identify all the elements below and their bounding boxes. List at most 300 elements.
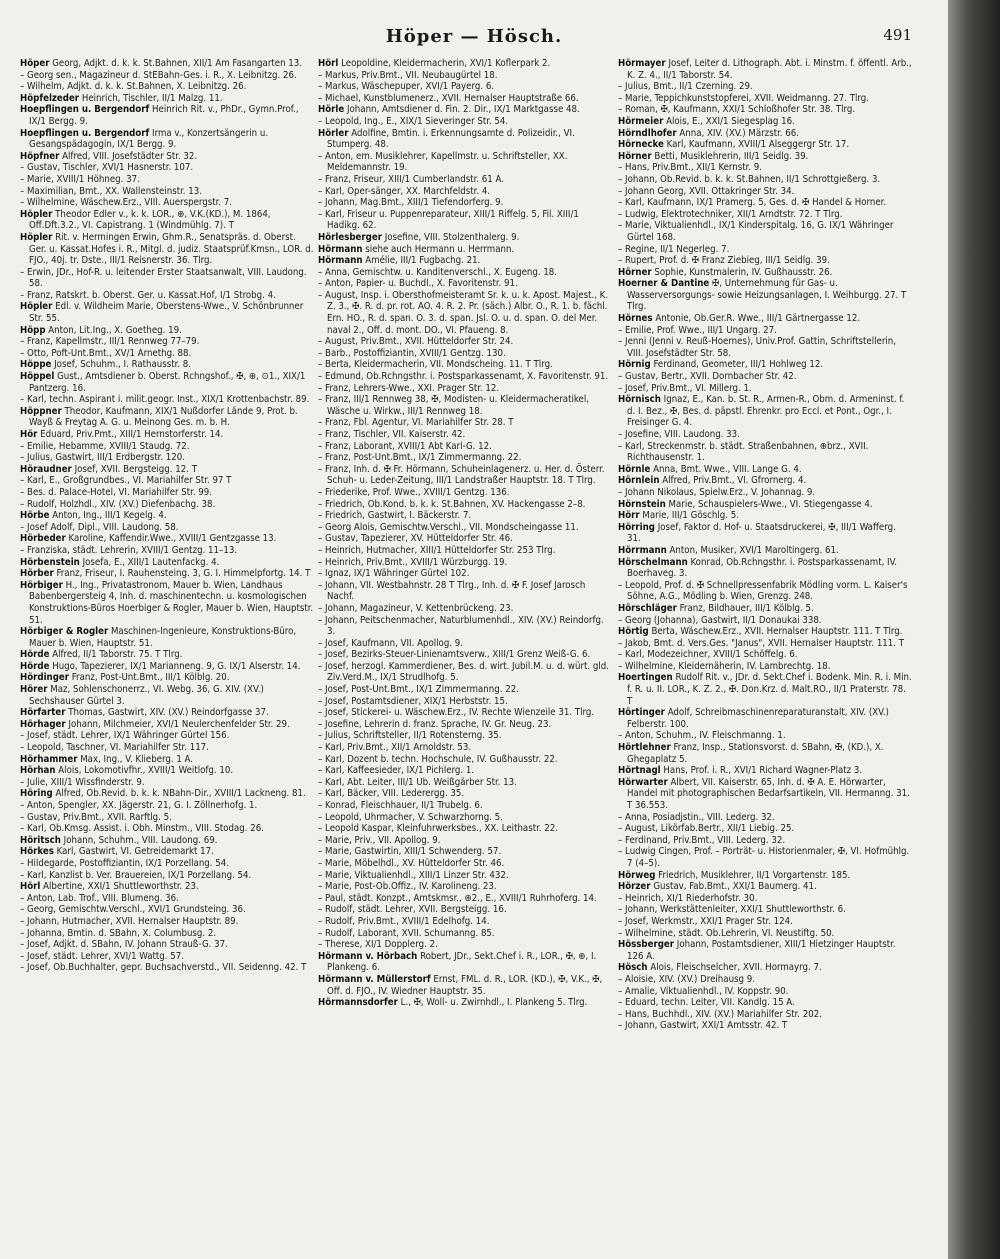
directory-entry [20, 707, 314, 719]
directory-entry [20, 128, 314, 151]
entry-surname: Höpler [20, 208, 53, 220]
directory-entry [318, 835, 612, 847]
entry-details: – Barb., Postoffiziantin, XVIII/1 Gentzg. 130. [318, 347, 506, 359]
directory-entry [20, 626, 314, 649]
entry-details: – Amalie, Viktualienhdl., IV. Koppstr. 90. [618, 985, 789, 997]
entry-surname: Hörde [20, 660, 50, 672]
directory-entry [20, 928, 314, 940]
entry-details: – Friedrich, Ob.Kond. b. k. k. St.Bahnen, XV. Hackengasse 2–8. [318, 498, 586, 510]
entry-details: – Marie, Viktualienhdl., XIII/1 Linzer Str. 432. [318, 869, 509, 881]
directory-entry [20, 441, 314, 453]
directory-entry [318, 371, 612, 383]
directory-entry [318, 788, 612, 800]
directory-entry [318, 499, 612, 511]
entry-details: ✠, Unternehmung für Gas- u. Wasserversorgungs- sowie Heizungsanlagen, I. Weihburgg. 27. T Tlrg. [627, 278, 907, 313]
directory-entry [618, 730, 912, 742]
entry-details: Alfred, II/1 Taborstr. 75. T Tlrg. [52, 649, 183, 661]
directory-entry [20, 812, 314, 824]
entry-details: – Franz, Tischler, VII. Kaiserstr. 42. [318, 429, 466, 440]
directory-entry [318, 939, 612, 951]
entry-details: – Leopold, Uhrmacher, V. Schwarzhorng. 5. [318, 811, 503, 823]
directory-entry [618, 626, 912, 638]
directory-entry [20, 359, 314, 371]
directory-entry [318, 510, 612, 522]
directory-entry [318, 661, 612, 684]
directory-entry [318, 186, 612, 198]
directory-entry [20, 475, 314, 487]
entry-surname: Hoerner & Dantine [618, 278, 710, 290]
entry-details: – Gustav, Tischler, XVI/1 Hasnerstr. 107. [20, 162, 194, 174]
entry-details: – Johann, Magazineur, V. Kettenbrückeng. 23. [318, 602, 514, 614]
entry-details: – Heinrich, Hutmacher, XIII/1 Hütteldorfer Str. 253 Tlrg. [318, 544, 556, 556]
entry-details: – Karl, Friseur u. Puppenreparateur, XIII/1 Riffelg. 5, Fil. XIII/1 Hadikg. 62. [318, 208, 579, 232]
entry-details: Edl. v. Wildheim Marie, Oberstens-Wwe., V. Schönbrunner Str. 55. [29, 301, 304, 325]
entry-details: – Franz, Laborant, XVIII/1 Abt Karl-G. 12. [318, 440, 492, 452]
directory-entry [618, 522, 912, 545]
entry-surname: Hörtinger [618, 707, 665, 719]
directory-entry [20, 893, 314, 905]
entry-surname: Hörner [618, 150, 652, 162]
directory-entry [318, 336, 612, 348]
directory-entry [318, 533, 612, 545]
directory-entry [618, 881, 912, 893]
entry-details: Heinrich Rit. v., PhDr., Gymn.Prof., IX/1 Bergg. 9. [29, 104, 299, 127]
entry-details: – Georg (Johanna), Gastwirt, II/1 Donaukai 338. [618, 614, 822, 626]
entry-details: – Anton, Lab. Trof., VIII. Blumeng. 36. [20, 892, 179, 904]
entry-details: – Marie, XVIII/1 Höhneg. 37. [20, 173, 140, 185]
directory-entry [618, 383, 912, 395]
directory-entry [318, 128, 612, 151]
entry-details: Thomas, Gastwirt, XIV. (XV.) Reindorfgasse 37. [68, 707, 269, 719]
entry-details: – Gustav, Tapezierer, XV. Hütteldorfer Str. 46. [318, 533, 513, 545]
directory-entry [318, 441, 612, 453]
directory-entry [618, 93, 912, 105]
directory-entry [318, 93, 612, 105]
entry-surname: Hörndlhofer [618, 127, 677, 139]
entry-surname: Hösch [618, 962, 648, 974]
directory-entry [318, 719, 612, 731]
entry-details: – Josef, Werkmstr., XXI/1 Prager Str. 124. [618, 915, 793, 927]
directory-entry [20, 939, 314, 951]
entry-details: Irma v., Konzertsängerin u. Gesangspädagogin, IX/1 Bergg. 9. [29, 127, 269, 151]
directory-entry [318, 232, 612, 244]
directory-entry [318, 417, 612, 429]
directory-entry [20, 684, 314, 707]
entry-surname: Hörer [20, 684, 48, 696]
entry-details: – Michael, Kunstblumenerz., XVII. Hernalser Hauptstraße 66. [318, 92, 579, 104]
entry-surname: Hoertingen [618, 672, 673, 684]
entry-details: – Johann, Peitschenmacher, Naturblumenhdl., XIV. (XV.) Reindorfg. 3. [318, 614, 604, 638]
entry-details: – Karl, Kaffeesieder, IX/1 Pichlerg. 1. [318, 765, 475, 777]
directory-entry [20, 858, 314, 870]
directory-entry [618, 394, 912, 429]
entry-details: – Franz, Ratskrt. b. Oberst. Ger. u. Kassat.Hof, I/1 Strobg. 4. [20, 289, 276, 301]
entry-details: – Marie, Gastwirtin, XIII/1 Schwenderg. 57. [318, 846, 502, 858]
entry-details: – Josef, Kaufmann, VII. Apollog. 9. [318, 637, 464, 649]
directory-entry [618, 359, 912, 371]
directory-entry [618, 244, 912, 256]
entry-details: – Heinrich, Priv.Bmt., XVIII/1 Würzburgg. 19. [318, 556, 508, 568]
entry-details: – Rudolf, Holzhdl., XIV. (XV.) Diefenbachg. 38. [20, 498, 216, 510]
entry-details: Johann, Milchmeier, XVI/1 Neulerchenfelder Str. 29. [68, 718, 290, 730]
directory-entry [618, 278, 912, 313]
entry-details: – Regine, II/1 Negerleg. 7. [618, 243, 730, 255]
entry-details: – Rudolf, Priv.Bmt., XVIII/1 Edelhofg. 14. [318, 915, 490, 927]
entry-surname: Hörmann v. Hörbach [318, 950, 418, 962]
directory-entry [618, 104, 912, 116]
entry-details: Betti, Musiklehrerin, III/1 Seidlg. 39. [654, 150, 809, 162]
entry-details: – Franz, Lehrers-Wwe., XXI. Prager Str. 12. [318, 382, 500, 394]
entry-surname: Hörmann v. Müllerstorf [318, 973, 431, 985]
entry-details: – Ignaz, IX/1 Währinger Gürtel 102. [318, 568, 470, 580]
entry-details: Leopoldine, Kleidermacherin, XVI/1 Koflerpark 2. [341, 58, 551, 69]
directory-entry [20, 533, 314, 545]
entry-details: – Josef, Stickerei- u. Wäschew.Erz., IV. Rechte Wienzeile 31. Tlrg. [318, 707, 595, 719]
directory-entry [618, 81, 912, 93]
directory-entry [20, 464, 314, 476]
entry-details: Theodor, Kaufmann, XIX/1 Nußdorfer Lände 9, Prot. b. Wayß & Freytag A. G. u. Meinong Ges. m. b. H. [29, 405, 298, 429]
entry-details: – Georg Alois, Gemischtw.Verschl., VII. Mondscheingasse 11. [318, 521, 579, 533]
directory-entry [318, 557, 612, 569]
directory-entry [20, 301, 314, 324]
entry-details: – Markus, Priv.Bmt., VII. Neubaugürtel 18. [318, 69, 498, 81]
entry-details: – Franziska, städt. Lehrerin, XVIII/1 Gentzg. 11–13. [20, 544, 238, 556]
entry-surname: Hörnes [618, 313, 653, 325]
entry-details: – Heinrich, XI/1 Riederhofstr. 30. [618, 892, 758, 904]
entry-surname: Hörnle [618, 463, 651, 475]
entry-details: Ernst, FML. d. R., LOR. (KD.), ✠, V.K., ✠, Off. d. FJO., IV. Wiedner Hauptstr. 35. [327, 973, 603, 997]
entry-details: Antonie, Ob.Ger.R. Wwe., III/1 Gärtnergasse 12. [655, 313, 861, 325]
entry-details: Franz, Friseur, I. Rauhensteing. 3, G. I. Himmelpfortg. 14. T [56, 568, 311, 580]
entry-details: – Josef, Adjkt. d. SBahn, IV. Johann Strauß-G. 37. [20, 939, 228, 951]
entry-details: – Ludwig, Elektrotechniker, XII/1 Arndtstr. 72. T Tlrg. [618, 208, 843, 220]
entry-details: Hans, Prof. i. R., XVI/1 Richard Wagner-Platz 3. [663, 765, 863, 777]
entry-details: Georg, Adjkt. d. k. k. St.Bahnen, XII/1 Am Fasangarten 13. [52, 58, 303, 69]
directory-entry [20, 371, 314, 394]
directory-entry [20, 870, 314, 882]
entry-details: Albert, VII. Kaiserstr. 65, Inh. d. ✠ A. E. Hörwarter, Handel mit photographischen Bedarfsartikeln, VII. Hermanng. 31. T 36.553. [627, 776, 910, 811]
entry-details: – Marie, Möbelhdl., XV. Hütteldorfer Str. 46. [318, 857, 505, 869]
entry-details: Alfred, Ob.Revid. b. k. k. NBahn-Dir., XVIII/1 Lackneng. 81. [55, 788, 306, 800]
directory-entry [318, 394, 612, 417]
entry-details: – Rupert, Prof. d. ✠ Franz Ziebieg, III/1 Seidlg. 39. [618, 255, 830, 267]
directory-entry [318, 812, 612, 824]
entry-details: – Anton, Schuhm., IV. Fleischmanng. 1. [618, 730, 786, 742]
entry-details: – Georg sen., Magazineur d. StEBahn-Ges. i. R., X. Leibnitzg. 26. [20, 69, 297, 81]
entry-details: Rit. v. Hermingen Erwin, Ghm.R., Senatspräs. d. Oberst. Ger. u. Kassat.Hofes i. R., Mitgl. d. judiz. Staatsprüf.Kmsn., LOR. d. FJO., 40j. tr. Dste., III/1 Reisnerstr. 36. Tlrg. [29, 231, 314, 267]
entry-surname: Hörl [20, 881, 41, 893]
entry-surname: Hörnisch [618, 394, 661, 406]
directory-entry [618, 580, 912, 603]
directory-entry [20, 348, 314, 360]
directory-entry [20, 742, 314, 754]
entry-details: Sophie, Kunstmalerin, IV. Gußhausstr. 26. [654, 266, 833, 278]
entry-details: – Emilie, Hebamme, XVIII/1 Staudg. 72. [20, 440, 190, 452]
entry-details: – Erwin, JDr., Hof-R. u. leitender Erster Staatsanwalt, VIII. Laudong. 58. [20, 266, 307, 290]
entry-surname: Hörhan [20, 765, 56, 777]
directory-entry [20, 568, 314, 580]
directory-entry [20, 58, 314, 70]
entry-surname: Hörbenstein [20, 556, 80, 568]
directory-entry [318, 545, 612, 557]
directory-entry [618, 1020, 912, 1032]
directory-entry [318, 951, 612, 974]
entry-details: Maz, Sohlenschonerrz., VI. Webg. 36, G. XIV. (XV.) Sechshauser Gürtel 3. [29, 684, 264, 707]
entry-surname: Hörnstein [618, 498, 666, 510]
entry-details: – Roman, ✠, Kaufmann, XXI/1 Schloßhofer Str. 38. Tlrg. [618, 104, 856, 116]
directory-entry [618, 707, 912, 730]
entry-details: Johann, Amtsdiener d. Fin. 2. Dir., IX/1 Marktgasse 48. [346, 104, 580, 116]
entry-details: – Franz, Kapellmstr., III/1 Rennweg 77–79. [20, 336, 200, 348]
entry-details: – Karl, Modezeichner, XVIII/1 Schöffelg. 6. [618, 649, 798, 661]
entry-details: siehe auch Hermann u. Herrmann. [365, 243, 515, 255]
entry-details: Ignaz, E., Kan. b. St. R., Armen-R., Obm. d. Armeninst. f. d. I. Bez., ✠, Bes. d. päpstl. Ehrenkr. pro Eccl. et Pont., Ogr., I. Freisinger G. 4. [627, 394, 905, 429]
entry-surname: Höpp [20, 324, 46, 336]
directory-entry [20, 649, 314, 661]
directory-entry [318, 58, 612, 70]
entry-details: Berta, Wäschew.Erz., XVII. Hernalser Hauptstr. 111. T Tlrg. [651, 626, 903, 638]
entry-details: – Karl, Streckenmstr. b. städt. Straßenbahnen, ⊕brz., XVII. Richthausenstr. 1. [618, 440, 869, 464]
directory-entry [20, 580, 314, 626]
directory-entry [20, 487, 314, 499]
directory-entry [318, 765, 612, 777]
entry-details: – Josef, Postamtsdiener, XIX/1 Herbststr. 15. [318, 695, 508, 707]
entry-details: – Emilie, Prof. Wwe., III/1 Ungarg. 27. [618, 324, 777, 336]
entry-details: – Josefine, VIII. Laudong. 33. [618, 429, 740, 440]
entry-details: Robert, JDr., Sekt.Chef i. R., LOR., ✠, ⊕, I. Plankeng. 6. [327, 950, 597, 974]
entry-details: – Anton, em. Musiklehrer, Kapellmstr. u. Schriftsteller, XX. Meldemannstr. 19. [318, 150, 568, 174]
directory-entry [618, 672, 912, 707]
directory-entry [318, 278, 612, 290]
entry-details: – Jenni (Jenni v. Reuß-Hoernes), Univ.Prof. Gattin, Schriftstellerin, VIII. Josefstädter Str. 58. [618, 336, 897, 359]
directory-entry [20, 429, 314, 441]
entry-details: – Franz, Fbl. Agentur, VI. Mariahilfer Str. 28. T [318, 417, 514, 429]
directory-entry [618, 765, 912, 777]
directory-entry [20, 151, 314, 163]
entry-details: – Johanna, Bmtin. d. SBahn, X. Columbusg. 2. [20, 927, 217, 939]
entry-details: – Hildegarde, Postoffiziantin, IX/1 Porzellang. 54. [20, 857, 229, 869]
directory-entry [618, 58, 912, 81]
column-3 [618, 58, 912, 1032]
entry-surname: Hörde [20, 649, 50, 661]
directory-entry [318, 383, 612, 395]
entry-details: – Anton, Papier- u. Buchdl., X. Favoritenstr. 91. [318, 278, 518, 290]
entry-details: Karl, Kaufmann, XVIII/1 Alseggergr Str. 17. [666, 139, 850, 151]
directory-entry [318, 104, 612, 116]
entry-surname: Hörmannsdorfer [318, 997, 398, 1009]
entry-surname: Hör [20, 429, 38, 440]
directory-entry [618, 128, 912, 140]
entry-details: – Johann, Hutmacher, XVII. Hernalser Hauptstr. 89. [20, 915, 239, 927]
directory-entry [318, 615, 612, 638]
entry-surname: Hörmann [318, 243, 363, 255]
directory-entry [318, 174, 612, 186]
entry-surname: Hörl [318, 58, 339, 69]
directory-entry [20, 81, 314, 93]
directory-entry [618, 151, 912, 163]
directory-entry [618, 371, 912, 383]
entry-surname: Höpler [20, 301, 53, 313]
entry-surname: Hörbiger [20, 579, 63, 591]
entry-details: Amélie, III/1 Fugbachg. 21. [365, 255, 481, 267]
entry-details: – Eduard, techn. Leiter, VII. Kandlg. 15 A. [618, 997, 795, 1009]
directory-entry [318, 928, 612, 940]
directory-entry [318, 464, 612, 487]
entry-details: – Franz, Inh. d. ✠ Fr. Hörmann, Schuheinlagenerz. u. Her. d. Österr. Schuh- u. Leder-Zeitung, III/1 Landstraßer Hauptstr. 18. T Tlrg. [318, 463, 605, 487]
directory-entry [20, 232, 314, 267]
entry-surname: Hörhager [20, 718, 66, 730]
directory-entry [618, 916, 912, 928]
directory-entry [20, 846, 314, 858]
entry-surname: Hördinger [20, 672, 69, 684]
entry-surname: Hörnecke [618, 139, 664, 151]
directory-entry [318, 846, 612, 858]
directory-entry [20, 510, 314, 522]
entry-details: Anton, Lit.Ing., X. Goetheg. 19. [48, 324, 182, 336]
entry-details: Ferdinand, Geometer, III/1 Hohlweg 12. [653, 359, 824, 371]
entry-details: – Hans, Buchhdl., XIV. (XV.) Mariahilfer Str. 202. [618, 1008, 822, 1020]
directory-entry [20, 545, 314, 557]
entry-surname: Hörwarter [618, 776, 668, 788]
entry-details: Alfred, Priv.Bmt., VI. Gfrornerg. 4. [662, 475, 807, 487]
directory-entry [20, 394, 314, 406]
directory-entry [618, 139, 912, 151]
entry-details: Heinrich, Tischler, II/1 Malzg. 11. [81, 92, 223, 104]
entry-details: – Josef, Priv.Bmt., VI. Millerg. 1. [618, 382, 752, 394]
entry-details: Johann, Schuhm., VIII. Laudong. 69. [63, 834, 218, 846]
entry-surname: Höpfner [20, 150, 60, 162]
entry-surname: Hörweg [618, 869, 656, 881]
directory-entry [318, 81, 612, 93]
entry-details: – Karl, Priv.Bmt., XII/1 Arnoldstr. 53. [318, 742, 472, 754]
directory-entry [618, 986, 912, 998]
entry-details: – Friederike, Prof. Wwe., XVIII/1 Gentzg. 136. [318, 486, 510, 498]
column-2 [318, 58, 612, 1009]
entry-details: – Josef, Post-Unt.Bmt., IX/1 Zimmermanng. 22. [318, 684, 519, 696]
entry-surname: Hörbe [20, 510, 50, 522]
entry-details: – Josef, städt. Lehrer, IX/1 Währinger Gürtel 156. [20, 730, 230, 742]
directory-entry [618, 835, 912, 847]
entry-details: – Ferdinand, Priv.Bmt., VIII. Lederg. 32. [618, 834, 786, 846]
directory-entry [318, 696, 612, 708]
entry-details: Marie, Schauspielers-Wwe., VI. Stiegengasse 4. [668, 498, 873, 510]
entry-surname: Hörle [318, 104, 345, 116]
entry-details: Marie, III/1 Göschlg. 5. [642, 510, 739, 522]
entry-details: Anton, Musiker, XVI/1 Maroltingerg. 61. [669, 544, 839, 556]
entry-details: – Julius, Gastwirt, III/1 Erdbergstr. 120. [20, 452, 186, 464]
entry-details: Albertine, XXI/1 Shuttleworthstr. 23. [43, 881, 199, 893]
directory-entry [318, 858, 612, 870]
entry-surname: Hörnig [618, 359, 651, 371]
entry-details: – Karl, Dozent b. techn. Hochschule, IV. Gußhausstr. 22. [318, 753, 558, 765]
directory-entry [318, 893, 612, 905]
directory-entry [318, 522, 612, 534]
directory-entry [618, 615, 912, 627]
directory-entry [20, 557, 314, 569]
entry-surname: Hörnlein [618, 475, 660, 487]
entry-surname: Hörrmann [618, 544, 667, 556]
entry-details: – Josef, städt. Lehrer, XVI/1 Wattg. 57. [20, 950, 184, 962]
directory-entry [618, 464, 912, 476]
entry-surname: Hörbeder [20, 533, 66, 545]
directory-entry [318, 487, 612, 499]
directory-entry [20, 452, 314, 464]
directory-entry [20, 754, 314, 766]
directory-entry [618, 870, 912, 882]
entry-details: – Johann Nikolaus, Spielw.Erz., V. Johannag. 9. [618, 486, 816, 498]
entry-details: – Johann, VII. Westbahnstr. 28 T Tlrg., Inh. d. ✠ F. Josef Jarosch Nachf. [318, 579, 586, 603]
directory-entry [618, 475, 912, 487]
directory-entry [318, 974, 612, 997]
directory-entry [618, 255, 912, 267]
directory-entry [318, 777, 612, 789]
entry-details: – Josefine, Lehrerin d. franz. Sprache, IV. Gr. Neug. 23. [318, 718, 552, 730]
directory-entry [20, 162, 314, 174]
entry-details: Anton, Ing., III/1 Kegelg. 4. [52, 510, 167, 522]
directory-entry [20, 70, 314, 82]
entry-details: – Karl, Kanzlist b. Ver. Brauereien, IX/1 Porzellang. 54. [20, 869, 252, 881]
entry-details: – Marie, Post-Ob.Offiz., IV. Karolineng. 23. [318, 881, 497, 893]
directory-entry [318, 916, 612, 928]
directory-entry [318, 649, 612, 661]
directory-entry [20, 661, 314, 673]
entry-details: Hugo, Tapezierer, IX/1 Marianneng. 9, G. IX/1 Alserstr. 14. [52, 660, 301, 672]
entry-details: – Karl, Ob.Kmsg. Assist. i. Obh. Minstm., VIII. Stodag. 26. [20, 823, 264, 835]
entry-details: – Leopold, Taschner, VI. Mariahilfer Str. 117. [20, 742, 209, 754]
entry-surname: Hörtnagl [618, 765, 661, 777]
entry-details: – August, Insp. i. Obersthofmeisteramt Sr. k. u. k. Apost. Majest., K. Z. 3., ✠. R. d. pr. rot. AO. 4. R. 2. Pr. (säch.) Albr. O., R. 1. b. fächl. Ern. HO., R. d. span. O. 3. d. span. Jsl. O. u. d. span. O. del Mer. naval 2., Off. d. mont. DO., VI. Pfaueng. 8. [318, 289, 609, 336]
directory-entry [618, 545, 912, 557]
directory-entry [618, 777, 912, 812]
entry-details: – Hans, Priv.Bmt., XII/1 Kernstr. 9. [618, 162, 763, 174]
entry-details: – Josef, Ob.Buchhalter, gepr. Buchsachverstd., VII. Seidenng. 42. T [20, 962, 307, 974]
directory-entry [318, 754, 612, 766]
directory-entry [618, 510, 912, 522]
entry-surname: Hörfarter [20, 707, 66, 719]
book-binding-edge [948, 0, 1000, 1259]
entry-details: – Markus, Wäschepuper, XVI/1 Payerg. 6. [318, 81, 495, 93]
directory-entry [618, 638, 912, 650]
entry-details: Josefine, VIII. Stolzenthalerg. 9. [384, 231, 520, 243]
entry-details: Josefa, E., XIII/1 Lautenfackg. 4. [82, 556, 220, 568]
entry-details: – Julius, Bmt., II/1 Czerning. 29. [618, 81, 753, 93]
directory-entry [20, 336, 314, 348]
directory-entry [318, 997, 612, 1009]
directory-entry [20, 325, 314, 337]
directory-entry [618, 893, 912, 905]
directory-entry [318, 881, 612, 893]
directory-entry [20, 719, 314, 731]
directory-entry [318, 603, 612, 615]
entry-details: Karl, Gastwirt, VI. Getreidemarkt 17. [56, 846, 214, 858]
directory-entry [20, 777, 314, 789]
entry-details: Josef, Faktor d. Hof- u. Staatsdruckerei, ✠, III/1 Wafferg. 31. [627, 521, 896, 545]
entry-details: – Franz, III/1 Rennweg 38, ✠, Modisten- u. Kleidermacheratikel, Wäsche u. Wirkw., III/1 Rennweg 18. [318, 394, 589, 417]
entry-details: – Anna, Posiadjstin., VIII. Lederg. 32. [618, 811, 775, 823]
entry-details: – Franz, Friseur, XIII/1 Cumberlandstr. 61 A. [318, 173, 504, 185]
entry-details: – Therese, XI/1 Dopplerg. 2. [318, 939, 438, 951]
entry-details: – Jakob, Bmt. d. Vers.Ges. "Janus", XVII. Hernalser Hauptstr. 111. T [618, 637, 905, 649]
directory-entry [20, 93, 314, 105]
directory-entry [318, 904, 612, 916]
directory-entry [618, 649, 912, 661]
entry-surname: Höper [20, 58, 50, 69]
directory-entry [20, 904, 314, 916]
entry-details: – Friedrich, Gastwirt, I. Bäckerstr. 7. [318, 510, 472, 522]
entry-details: Johann, Postamtsdiener, XIII/1 Hietzinger Hauptstr. 126 A. [627, 939, 896, 962]
directory-entry [618, 846, 912, 869]
entry-details: – Karl, techn. Aspirant i. milit.geogr. Inst., XIX/1 Krottenbachstr. 89. [20, 394, 310, 406]
